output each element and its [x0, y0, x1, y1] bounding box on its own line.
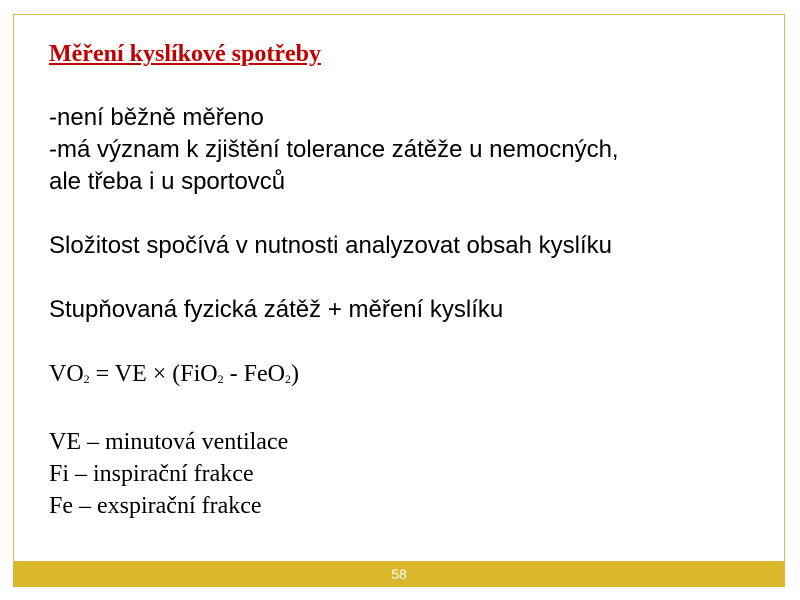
- formula: [49, 358, 299, 390]
- definition-line: Fi – inspirační frakce: [49, 461, 254, 487]
- slide-title: Měření kyslíkové spotřeby: [49, 41, 321, 67]
- formula-minus: - FeO: [223, 361, 285, 387]
- formula-subscript: 2: [217, 372, 224, 386]
- definition-line: Fe – exspirační frakce: [49, 493, 262, 519]
- formula-subscript: 2: [284, 372, 291, 386]
- bullet-line: -má význam k zjištění tolerance zátěže u nemocných,: [49, 136, 619, 163]
- page-number: 58: [391, 566, 407, 582]
- formula-end: ): [290, 361, 299, 387]
- method-text: Stupňovaná fyzická zátěž + měření kyslíku: [49, 296, 504, 323]
- formula-mid: = VE × (FiO: [89, 361, 218, 387]
- bullet-line: -není běžně měřeno: [49, 104, 264, 131]
- definition-line: VE – minutová ventilace: [49, 429, 289, 455]
- bullet-line: ale třeba i u sportovců: [49, 168, 286, 195]
- complexity-text: Složitost spočívá v nutnosti analyzovat obsah kyslíku: [49, 232, 612, 259]
- formula-vo: VO: [49, 361, 84, 387]
- formula-subscript: 2: [83, 372, 90, 386]
- footer-bar: [13, 562, 785, 587]
